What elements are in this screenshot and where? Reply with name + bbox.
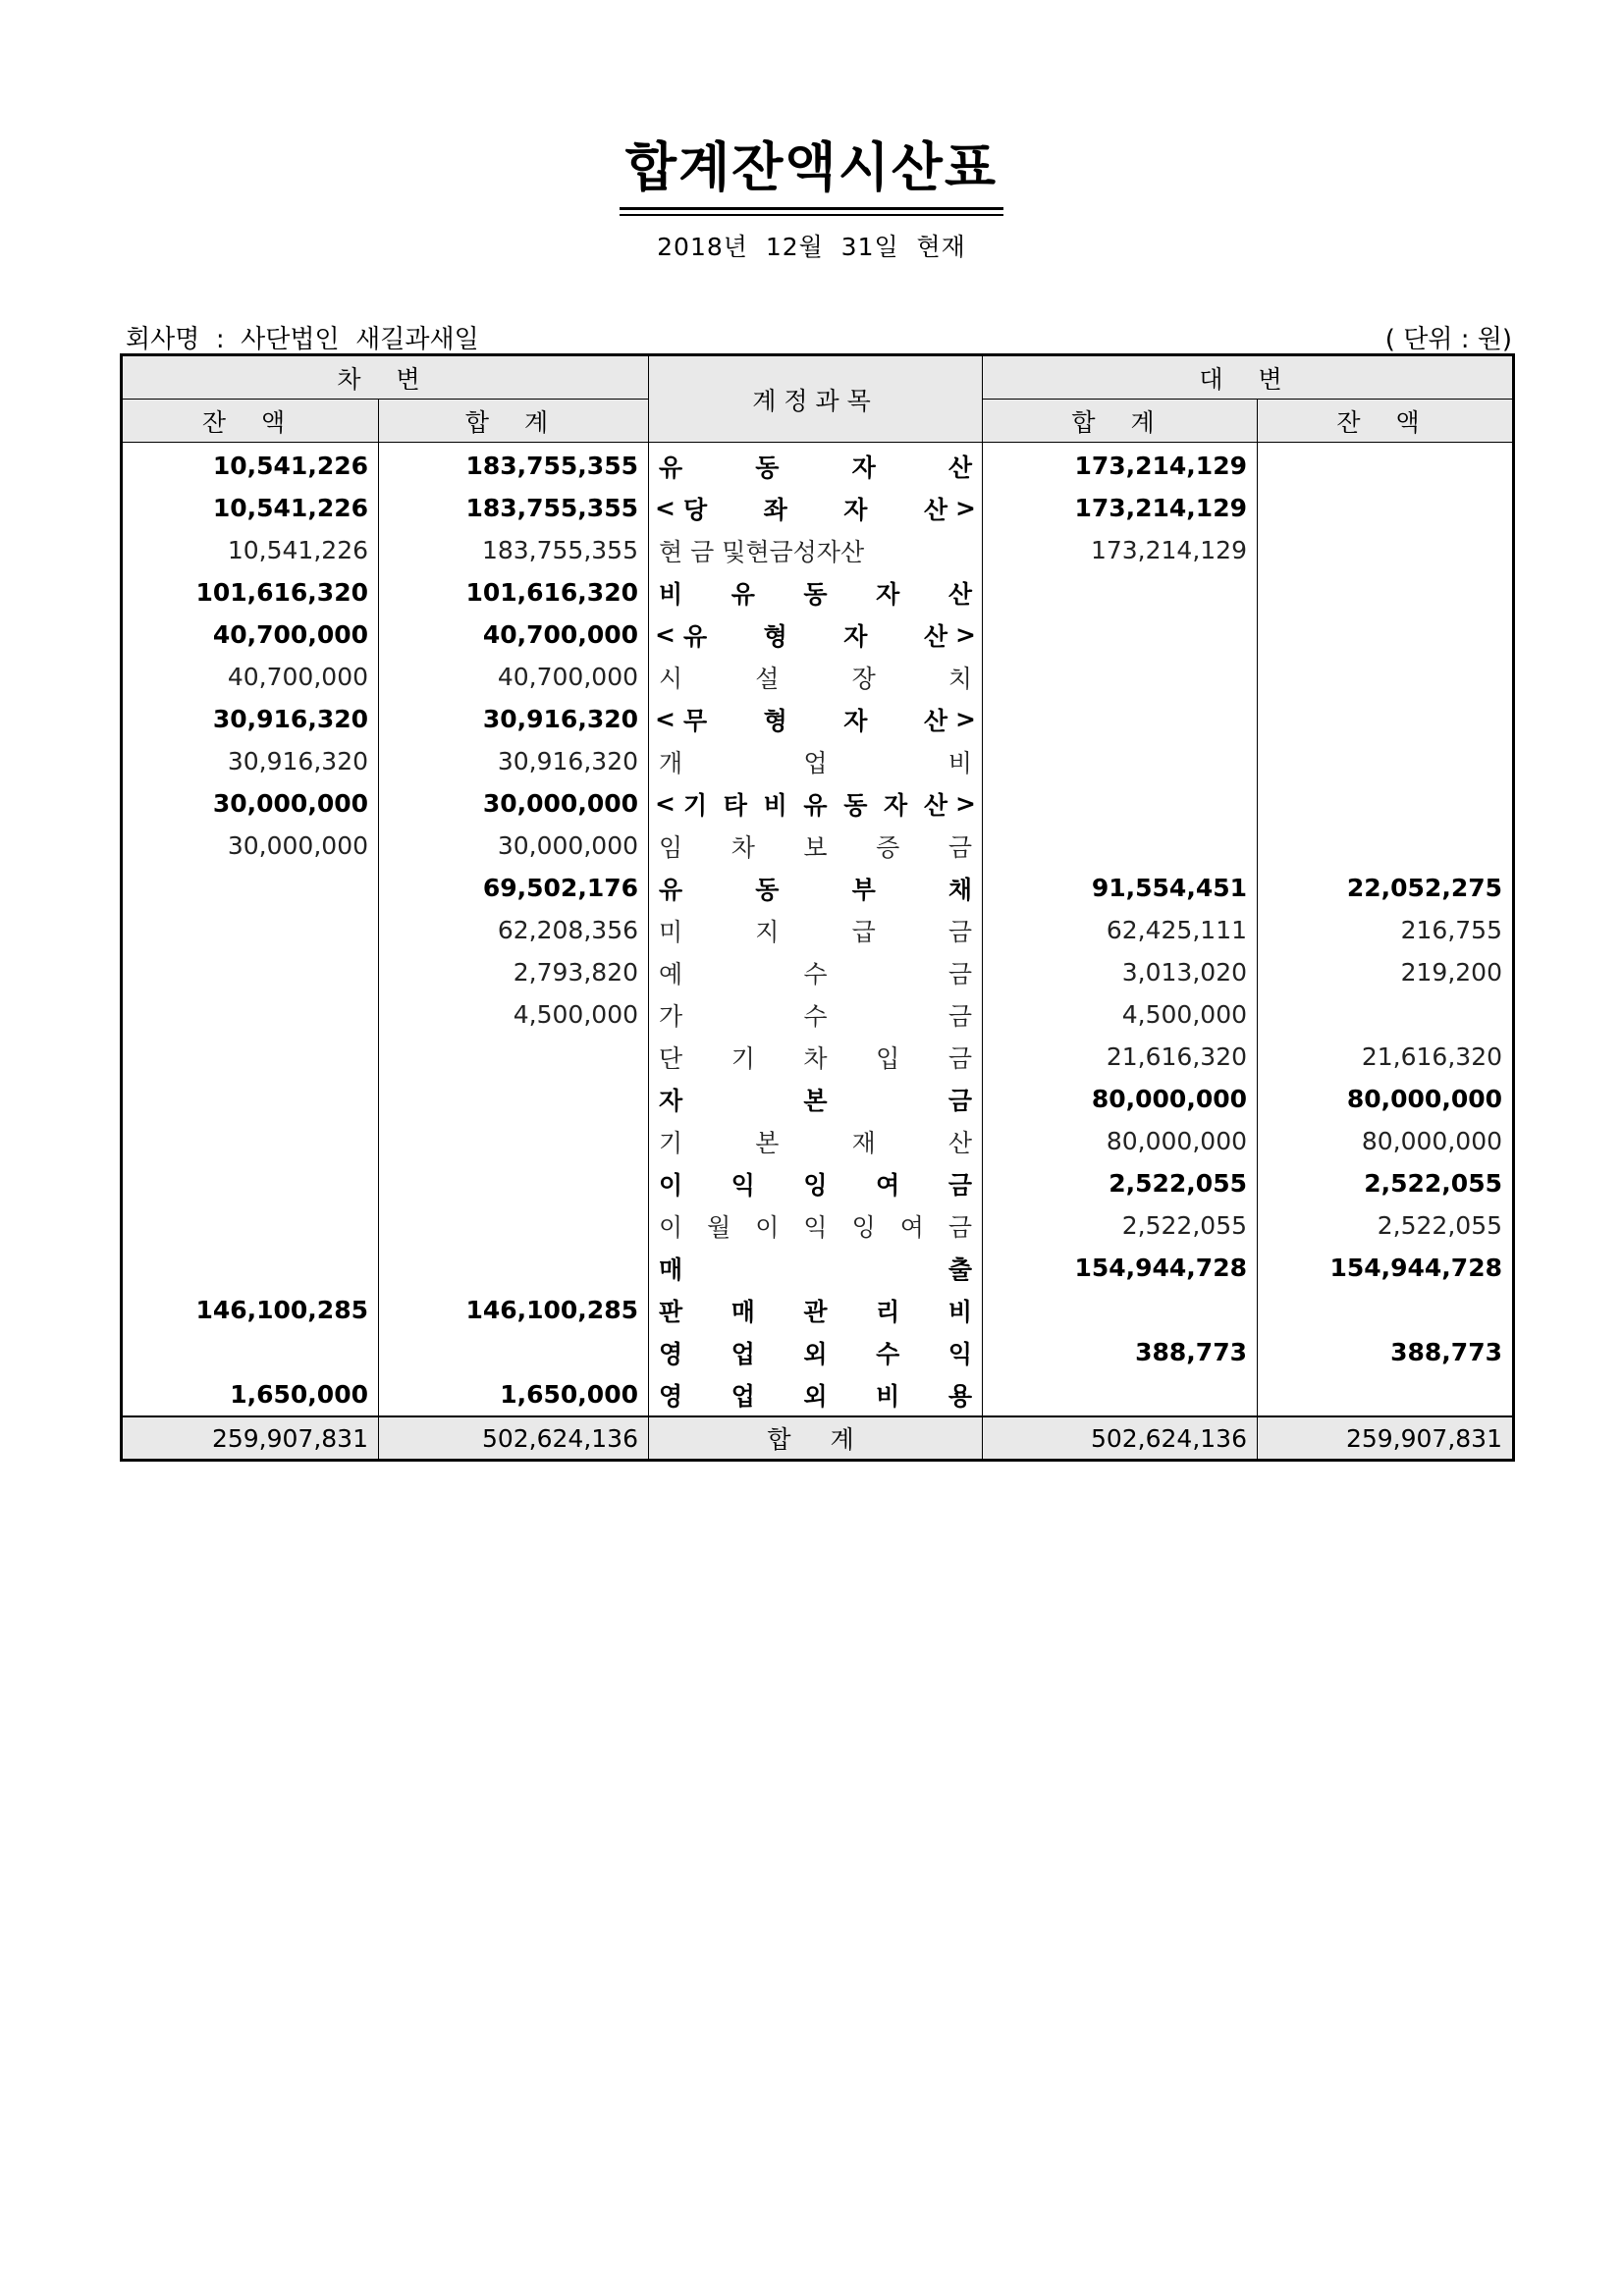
debit-total-cell: 4,500,000 <box>379 993 649 1036</box>
credit-balance-header: 잔 액 <box>1258 400 1514 443</box>
table-row <box>122 614 1514 656</box>
table-row <box>122 443 1514 488</box>
credit-balance-cell <box>1258 656 1514 698</box>
account-cell <box>649 993 983 1036</box>
credit-total-cell: 80,000,000 <box>983 1078 1258 1120</box>
account-cell <box>649 1078 983 1120</box>
debit-balance-cell <box>122 1204 379 1247</box>
credit-total-cell: 4,500,000 <box>983 993 1258 1036</box>
account-label: 유 형 자 산 <box>682 621 948 651</box>
table-row <box>122 951 1514 993</box>
left-bracket-icon: < <box>655 705 676 733</box>
debit-balance-cell <box>122 1078 379 1120</box>
debit-total-cell: 2,793,820 <box>379 951 649 993</box>
credit-balance-cell <box>1258 487 1514 529</box>
table-row <box>122 1078 1514 1120</box>
credit-balance-cell <box>1258 825 1514 867</box>
account-label: 가 수 금 <box>659 1001 972 1031</box>
table-row <box>122 487 1514 529</box>
account-label: 개 업 비 <box>659 748 972 777</box>
total-debit-total: 502,624,136 <box>379 1416 649 1461</box>
debit-balance-cell: 30,916,320 <box>122 740 379 782</box>
credit-total-cell: 173,214,129 <box>983 487 1258 529</box>
debit-balance-header: 잔 액 <box>122 400 379 443</box>
debit-total-cell: 101,616,320 <box>379 571 649 614</box>
credit-total-cell <box>983 656 1258 698</box>
debit-balance-cell: 10,541,226 <box>122 487 379 529</box>
account-label: 비 유 동 자 산 <box>659 579 972 609</box>
credit-total-cell <box>983 782 1258 825</box>
report-date: 2018년 12월 31일 현재 <box>657 233 966 261</box>
credit-balance-cell: 388,773 <box>1258 1331 1514 1373</box>
credit-total-cell: 388,773 <box>983 1331 1258 1373</box>
table-row <box>122 993 1514 1036</box>
left-bracket-icon: < <box>655 789 676 818</box>
credit-balance-cell: 154,944,728 <box>1258 1247 1514 1289</box>
right-bracket-icon: > <box>955 789 976 818</box>
credit-total-cell <box>983 1289 1258 1331</box>
credit-balance-cell: 80,000,000 <box>1258 1078 1514 1120</box>
credit-total-cell: 62,425,111 <box>983 909 1258 951</box>
debit-balance-cell: 101,616,320 <box>122 571 379 614</box>
credit-balance-cell: 2,522,055 <box>1258 1204 1514 1247</box>
account-cell <box>649 1247 983 1289</box>
credit-total-header: 합 계 <box>983 400 1258 443</box>
debit-balance-cell <box>122 1331 379 1373</box>
credit-total-cell: 21,616,320 <box>983 1036 1258 1078</box>
account-label: 이 월 이 익 잉 여 금 <box>659 1212 972 1242</box>
account-cell <box>649 1162 983 1204</box>
debit-total-cell: 30,916,320 <box>379 698 649 740</box>
account-label: 기 타 비 유 동 자 산 <box>682 790 947 820</box>
account-cell <box>649 782 983 825</box>
total-credit-total: 502,624,136 <box>983 1416 1258 1461</box>
debit-total-cell: 183,755,355 <box>379 529 649 571</box>
table-row <box>122 1247 1514 1289</box>
account-label: 당 좌 자 산 <box>682 495 948 524</box>
credit-total-cell: 173,214,129 <box>983 529 1258 571</box>
account-cell <box>649 1289 983 1331</box>
total-row <box>122 1416 1514 1461</box>
credit-total-cell <box>983 571 1258 614</box>
table-row <box>122 740 1514 782</box>
credit-balance-cell <box>1258 443 1514 488</box>
debit-total-cell: 62,208,356 <box>379 909 649 951</box>
credit-balance-cell: 2,522,055 <box>1258 1162 1514 1204</box>
company-name: 회사명 : 사단법인 새길과새일 <box>126 325 479 354</box>
account-label: 영 업 외 수 익 <box>659 1339 972 1368</box>
credit-total-cell: 3,013,020 <box>983 951 1258 993</box>
title-container <box>0 126 1623 210</box>
table-row <box>122 698 1514 740</box>
debit-total-cell: 146,100,285 <box>379 1289 649 1331</box>
debit-total-cell <box>379 1078 649 1120</box>
debit-header: 차 변 <box>122 355 649 400</box>
left-bracket-icon: < <box>655 620 676 649</box>
account-cell <box>649 1331 983 1373</box>
credit-balance-cell: 21,616,320 <box>1258 1036 1514 1078</box>
credit-header: 대 변 <box>983 355 1514 400</box>
table-row <box>122 1120 1514 1162</box>
credit-total-cell <box>983 740 1258 782</box>
account-cell <box>649 487 983 529</box>
total-credit-balance: 259,907,831 <box>1258 1416 1514 1461</box>
debit-total-cell: 183,755,355 <box>379 487 649 529</box>
account-label: 자 본 금 <box>659 1086 972 1115</box>
credit-balance-cell: 219,200 <box>1258 951 1514 993</box>
credit-balance-cell <box>1258 1289 1514 1331</box>
credit-total-cell: 173,214,129 <box>983 443 1258 488</box>
account-cell <box>649 1120 983 1162</box>
account-label: 임 차 보 증 금 <box>659 832 972 862</box>
account-label: 유 동 부 채 <box>659 875 972 904</box>
debit-balance-cell <box>122 1120 379 1162</box>
credit-balance-cell: 216,755 <box>1258 909 1514 951</box>
credit-total-cell: 91,554,451 <box>983 867 1258 909</box>
credit-balance-cell <box>1258 529 1514 571</box>
account-cell <box>649 571 983 614</box>
debit-total-cell <box>379 1120 649 1162</box>
ledger-body <box>122 443 1514 1417</box>
credit-total-cell: 80,000,000 <box>983 1120 1258 1162</box>
debit-total-cell <box>379 1162 649 1204</box>
account-label: 유 동 자 산 <box>659 453 972 482</box>
account-label: 매 출 <box>659 1255 972 1284</box>
debit-balance-cell <box>122 951 379 993</box>
credit-balance-cell <box>1258 698 1514 740</box>
credit-balance-cell: 22,052,275 <box>1258 867 1514 909</box>
debit-balance-cell <box>122 1162 379 1204</box>
account-label: 미 지 급 금 <box>659 917 972 946</box>
right-bracket-icon: > <box>955 494 976 522</box>
credit-balance-cell <box>1258 571 1514 614</box>
table-row <box>122 1204 1514 1247</box>
right-bracket-icon: > <box>955 620 976 649</box>
table-row <box>122 571 1514 614</box>
table-row <box>122 1331 1514 1373</box>
debit-total-cell: 183,755,355 <box>379 443 649 488</box>
debit-balance-cell: 40,700,000 <box>122 614 379 656</box>
debit-balance-cell: 30,000,000 <box>122 825 379 867</box>
account-header: 계정과목 <box>649 355 983 443</box>
debit-balance-cell <box>122 909 379 951</box>
credit-total-cell: 154,944,728 <box>983 1247 1258 1289</box>
debit-total-cell: 30,000,000 <box>379 825 649 867</box>
left-bracket-icon: < <box>655 494 676 522</box>
table-row <box>122 656 1514 698</box>
account-label: 판 매 관 리 비 <box>659 1297 972 1326</box>
table-row <box>122 1036 1514 1078</box>
debit-total-cell: 1,650,000 <box>379 1373 649 1416</box>
debit-total-header: 합 계 <box>379 400 649 443</box>
debit-total-cell: 40,700,000 <box>379 656 649 698</box>
table-row <box>122 529 1514 571</box>
debit-balance-cell <box>122 867 379 909</box>
account-cell <box>649 614 983 656</box>
debit-total-cell <box>379 1331 649 1373</box>
table-row <box>122 825 1514 867</box>
debit-balance-cell: 30,000,000 <box>122 782 379 825</box>
account-label: 영 업 외 비 용 <box>659 1381 972 1411</box>
table-row <box>122 782 1514 825</box>
debit-balance-cell: 30,916,320 <box>122 698 379 740</box>
debit-total-cell: 30,916,320 <box>379 740 649 782</box>
debit-balance-cell <box>122 1247 379 1289</box>
account-cell <box>649 656 983 698</box>
account-cell <box>649 1373 983 1416</box>
account-cell <box>649 909 983 951</box>
credit-balance-cell: 80,000,000 <box>1258 1120 1514 1162</box>
debit-total-cell <box>379 1247 649 1289</box>
debit-total-cell: 69,502,176 <box>379 867 649 909</box>
page-title: 합계잔액시산표 <box>620 126 1003 210</box>
debit-total-cell: 30,000,000 <box>379 782 649 825</box>
debit-balance-cell: 146,100,285 <box>122 1289 379 1331</box>
table-row <box>122 909 1514 951</box>
trial-balance-table <box>120 353 1515 1462</box>
credit-total-cell <box>983 1373 1258 1416</box>
right-bracket-icon: > <box>955 705 976 733</box>
credit-balance-cell <box>1258 614 1514 656</box>
account-label: 무 형 자 산 <box>682 706 948 735</box>
account-cell <box>649 825 983 867</box>
debit-balance-cell <box>122 993 379 1036</box>
account-label: 현 금 및현금성자산 <box>659 537 865 566</box>
debit-balance-cell: 1,650,000 <box>122 1373 379 1416</box>
credit-total-cell: 2,522,055 <box>983 1162 1258 1204</box>
credit-total-cell: 2,522,055 <box>983 1204 1258 1247</box>
debit-balance-cell: 10,541,226 <box>122 529 379 571</box>
debit-balance-cell: 10,541,226 <box>122 443 379 488</box>
credit-balance-cell <box>1258 1373 1514 1416</box>
credit-balance-cell <box>1258 782 1514 825</box>
account-cell <box>649 951 983 993</box>
debit-total-cell <box>379 1036 649 1078</box>
account-label: 시 설 장 치 <box>659 664 972 693</box>
account-cell <box>649 529 983 571</box>
total-debit-balance: 259,907,831 <box>122 1416 379 1461</box>
account-label: 이 익 잉 여 금 <box>659 1170 972 1200</box>
account-cell <box>649 698 983 740</box>
account-cell <box>649 1204 983 1247</box>
table-row <box>122 1373 1514 1416</box>
credit-balance-cell <box>1258 993 1514 1036</box>
credit-total-cell <box>983 614 1258 656</box>
debit-total-cell: 40,700,000 <box>379 614 649 656</box>
table-row <box>122 867 1514 909</box>
account-label: 단 기 차 입 금 <box>659 1043 972 1073</box>
credit-total-cell <box>983 825 1258 867</box>
debit-total-cell <box>379 1204 649 1247</box>
credit-total-cell <box>983 698 1258 740</box>
account-cell <box>649 1036 983 1078</box>
total-account-label: 합계 <box>649 1416 983 1461</box>
credit-balance-cell <box>1258 740 1514 782</box>
unit-label: ( 단위 : 원) <box>1384 325 1512 354</box>
table-row <box>122 1162 1514 1204</box>
account-cell <box>649 443 983 488</box>
account-label: 예 수 금 <box>659 959 972 988</box>
account-cell <box>649 867 983 909</box>
account-cell <box>649 740 983 782</box>
debit-balance-cell: 40,700,000 <box>122 656 379 698</box>
account-label: 기 본 재 산 <box>659 1128 972 1157</box>
table-row <box>122 1289 1514 1331</box>
debit-balance-cell <box>122 1036 379 1078</box>
